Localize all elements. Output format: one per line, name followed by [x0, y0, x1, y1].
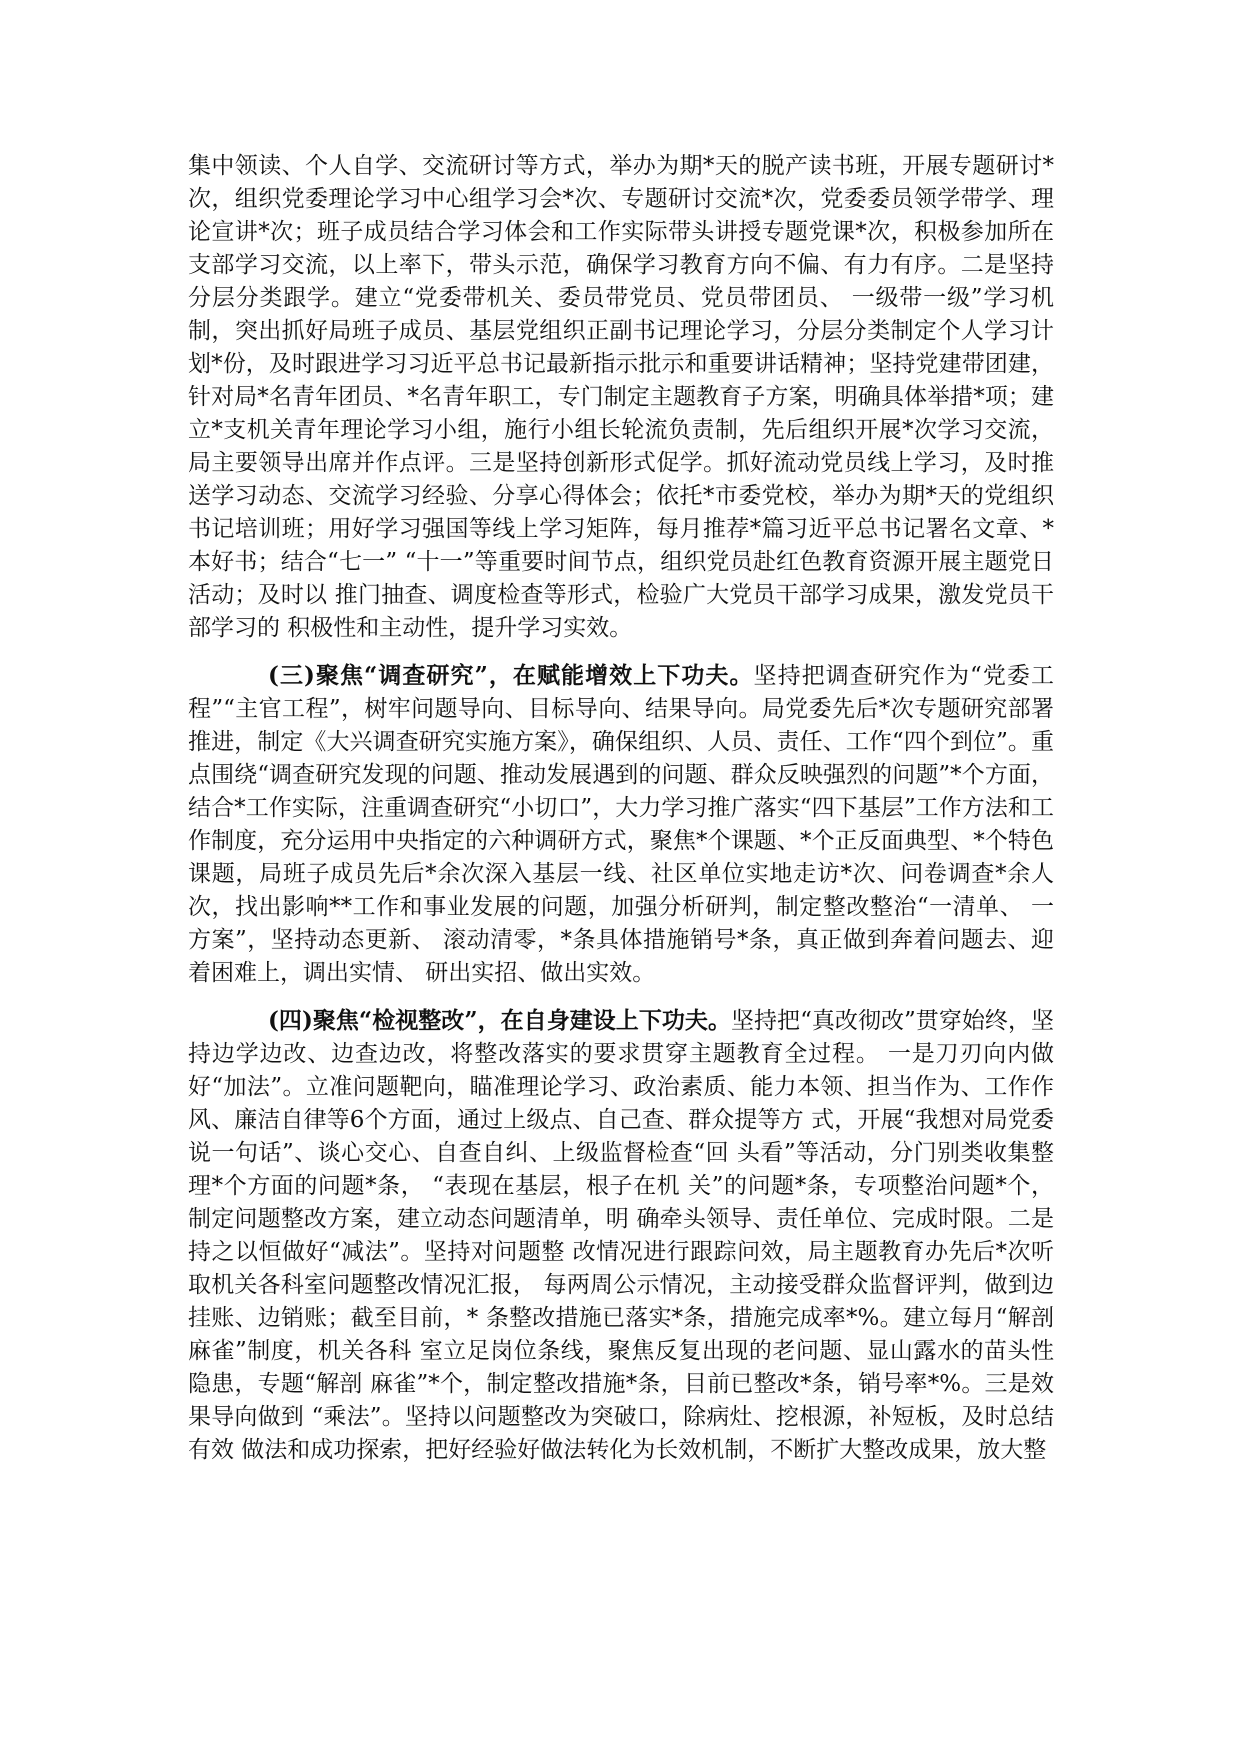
section-heading-rectification: (四)聚焦“检视整改”，在自身建设上下功夫。 — [268, 1007, 731, 1034]
paragraph-study-methods: 集中领读、个人自学、交流研讨等方式，举办为期*天的脱产读书班，开展专题研讨*次，组织党委理论学习中心组学习会*次、专题研讨交流*次，党委委员领学带学、理论宣讲*次；班子成员结合学习体会和工作实际带头讲授专题党课*次，积极参加所在支部学习交流，以上率下，带头示范，确保学习教育方向不偏、有力有序。二是坚持分层分类跟学。建立“党委带机关、委员带党员、党员带团员、 一级带一级”学习机制，突出抓好局班子成员、基层党组织正副书记理论学习，分层分类制定个人学习计划*份，及时跟进学习习近平总书记最新指示批示和重要讲话精神；坚持党建带团建，针对局*名青年团员、*名青年职工，专门制定主题教育子方案，明确具体举措*项；建立*支机关青年理论学习小组，施行小组长轮流负责制，先后组织开展*次学习交流，局主要领导出席并作点评。三是坚持创新形式促学。抓好流动党员线上学习，及时推送学习动态、交流学习经验、分享心得体会；依托*市委党校，举办为期*天的党组织书记培训班；用好学习强国等线上学习矩阵，每月推荐*篇习近平总书记署名文章、*本好书；结合“七一” “十一”等重要时间节点，组织党员赴红色教育资源开展主题党日活动；及时以 推门抽查、调度检查等形式，检验广大党员干部学习成果，激发党员干部学习的 积极性和主动性，提升学习实效。 — [188, 153, 1054, 641]
document-body — [188, 150, 1054, 1467]
section-body-research: 坚持把调查研究作为“党委工程”“主官工程”，树牢问题导向、目标导向、结果导向。局党委先后*次专题研究部署推进，制定《大兴调查研究实施方案》，确保组织、人员、责任、工作“四个到位”。重点围绕“调查研究发现的问题、推动发展遇到的问题、群众反映强烈的问题”*个方面，结合*工作实际，注重调查研究“小切口”，大力学习推广落实“四下基层”工作方法和工作制度，充分运用中央指定的六种调研方式，聚焦*个课题、*个正反面典型、*个特色课题，局班子成员先后*余次深入基层一线、社区单位实地走访*次、问卷调查*余人次，找出影响**工作和事业发展的问题，加强分析研判，制定整改整治“一清单、 一方案”，坚持动态更新、 滚动清零，*条具体措施销号*条，真正做到奔着问题去、迎着困难上，调出实情、 研出实招、做出实效。 — [188, 663, 1054, 986]
section-heading-research: (三)聚焦“调查研究”，在赋能增效上下功夫。 — [268, 662, 754, 689]
section-body-rectification: 坚持把“真改彻改”贯穿始终，坚持边学边改、边查边改，将整改落实的要求贯穿主题教育全过程。 一是刀刃向内做好“加法”。立准问题靶向，瞄准理论学习、政治素质、能力本领、担当作为、工作作风、廉洁自律等6个方面，通过上级点、自己查、群众提等方 式，开展“我想对局党委说一句话”、谈心交心、自查自纠、上级监督检查“回 头看”等活动，分门别类收集整理*个方面的问题*条， “表现在基层，根子在机 关”的问题*条，专项整治问题*个，制定问题整改方案，建立动态问题清单，明 确牵头领导、责任单位、完成时限。二是持之以恒做好“减法”。坚持对问题整 改情况进行跟踪问效，局主题教育办先后*次听取机关各科室问题整改情况汇报， 每两周公示情况，主动接受群众监督评判，做到边挂账、边销账；截至目前，* 条整改措施已落实*条，措施完成率*%。建立每月“解剖麻雀”制度，机关各科 室立足岗位条线，聚焦反复出现的老问题、显山露水的苗头性隐患，专题“解剖 麻雀”*个，制定整改措施*条，目前已整改*条，销号率*%。三是效果导向做到 “乘法”。坚持以问题整改为突破口，除病灶、挖根源，补短板，及时总结有效 做法和成功探索，把好经验好做法转化为长效机制，不断扩大整改成果，放大整 — [188, 1008, 1054, 1463]
section-research — [188, 659, 1054, 990]
section-rectification — [188, 1004, 1054, 1467]
